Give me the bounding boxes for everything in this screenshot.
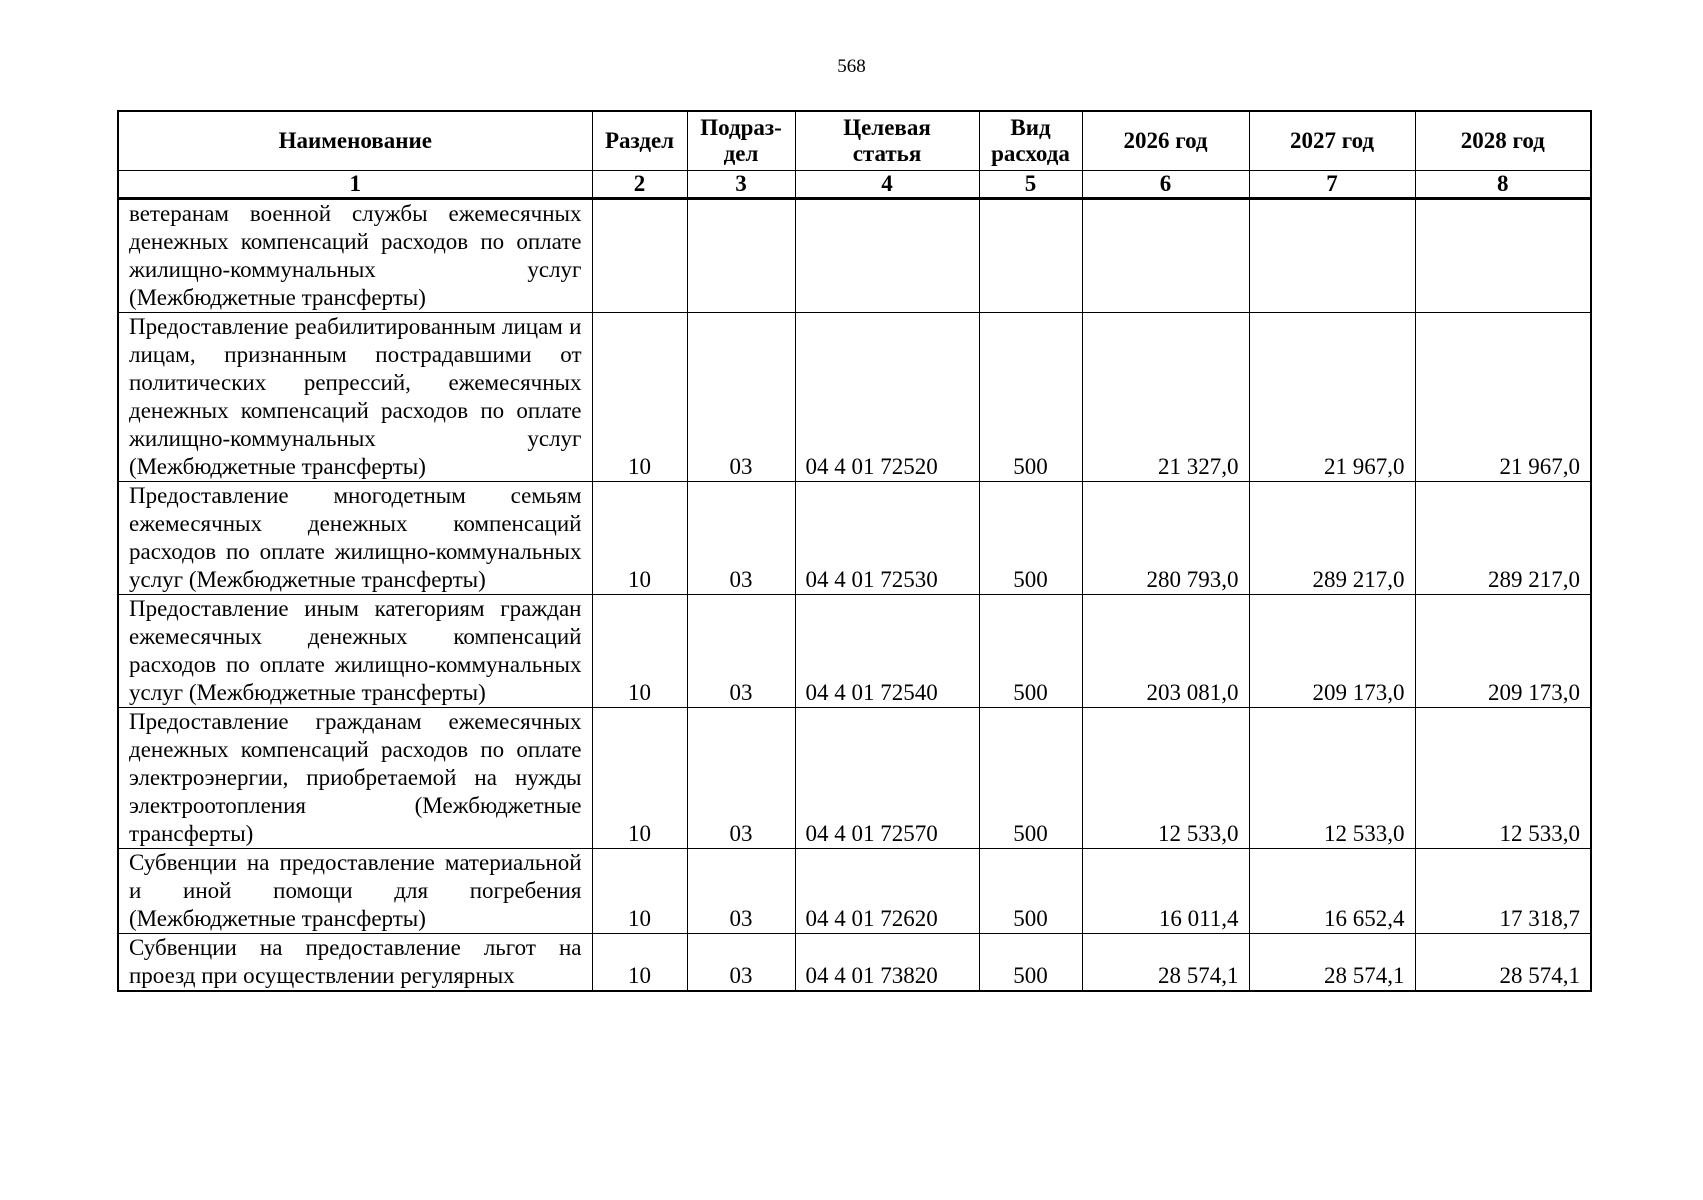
column-number-row: [118, 171, 1591, 199]
row-expense-type: 500: [979, 482, 1082, 595]
row-expense-type: 500: [979, 934, 1082, 992]
row-amount-2027: 12 533,0: [1249, 708, 1415, 849]
row-amount-2026: 203 081,0: [1082, 595, 1249, 708]
header-target-item: Целевая статья: [795, 111, 979, 171]
header-year-2027: 2027 год: [1249, 111, 1415, 171]
row-expense-type: [979, 199, 1082, 313]
header-section: Раздел: [592, 111, 687, 171]
header-row: [118, 111, 1591, 171]
row-section: 10: [592, 595, 687, 708]
row-target-item: 04 4 01 72540: [795, 595, 979, 708]
row-name: Предоставление многодетным семьям ежемесячных денежных компенсаций расходов по оплате жилищно-коммунальных услуг (Межбюджетные трансферты): [118, 482, 592, 595]
row-target-item: 04 4 01 72530: [795, 482, 979, 595]
row-target-item: 04 4 01 73820: [795, 934, 979, 992]
table-row: [118, 595, 1591, 708]
row-name: Предоставление гражданам ежемесячных денежных компенсаций расходов по оплате электроэнергии, приобретаемой на нужды электроотопления (Межбюджетные трансферты): [118, 708, 592, 849]
column-number: 1: [118, 171, 592, 199]
row-target-item: 04 4 01 72520: [795, 313, 979, 482]
page-number: 568: [837, 56, 866, 77]
row-name: Предоставление иным категориям граждан ежемесячных денежных компенсаций расходов по оплате жилищно-коммунальных услуг (Межбюджетные трансферты): [118, 595, 592, 708]
table-body: [118, 199, 1591, 992]
table-row: [118, 313, 1591, 482]
row-amount-2026: 28 574,1: [1082, 934, 1249, 992]
header-expense-type: Вид расхода: [979, 111, 1082, 171]
row-section: 10: [592, 482, 687, 595]
row-subsection: 03: [687, 708, 795, 849]
row-target-item: 04 4 01 72620: [795, 849, 979, 934]
row-amount-2028: [1415, 199, 1591, 313]
row-expense-type: 500: [979, 313, 1082, 482]
row-amount-2028: 209 173,0: [1415, 595, 1591, 708]
row-name: Субвенции на предоставление материальной и иной помощи для погребения (Межбюджетные трансферты): [118, 849, 592, 934]
row-expense-type: 500: [979, 595, 1082, 708]
row-section: 10: [592, 934, 687, 992]
row-amount-2028: 28 574,1: [1415, 934, 1591, 992]
row-subsection: 03: [687, 595, 795, 708]
row-amount-2028: 12 533,0: [1415, 708, 1591, 849]
row-amount-2027: 21 967,0: [1249, 313, 1415, 482]
row-name: Предоставление реабилитированным лицам и лицам, признанным пострадавшими от политических репрессий, ежемесячных денежных компенсаций расходов по оплате жилищно-коммунальных услуг (Межбюджетные трансферты): [118, 313, 592, 482]
row-expense-type: 500: [979, 708, 1082, 849]
table-row: [118, 849, 1591, 934]
row-section: 10: [592, 849, 687, 934]
column-number: 2: [592, 171, 687, 199]
row-name: Субвенции на предоставление льгот на проезд при осуществлении регулярных: [118, 934, 592, 992]
row-amount-2026: 16 011,4: [1082, 849, 1249, 934]
row-amount-2027: 16 652,4: [1249, 849, 1415, 934]
row-amount-2027: [1249, 199, 1415, 313]
row-target-item: [795, 199, 979, 313]
header-subsection: Подраз- дел: [687, 111, 795, 171]
row-section: 10: [592, 708, 687, 849]
row-subsection: 03: [687, 313, 795, 482]
column-number: 6: [1082, 171, 1249, 199]
row-amount-2027: 289 217,0: [1249, 482, 1415, 595]
column-number: 3: [687, 171, 795, 199]
row-amount-2026: 280 793,0: [1082, 482, 1249, 595]
row-subsection: 03: [687, 934, 795, 992]
row-target-item: 04 4 01 72570: [795, 708, 979, 849]
row-subsection: 03: [687, 482, 795, 595]
header-name: Наименование: [118, 111, 592, 171]
header-year-2028: 2028 год: [1415, 111, 1591, 171]
table-row: [118, 934, 1591, 992]
row-expense-type: 500: [979, 849, 1082, 934]
row-subsection: 03: [687, 849, 795, 934]
row-amount-2028: 21 967,0: [1415, 313, 1591, 482]
table-row: [118, 482, 1591, 595]
table-row: [118, 708, 1591, 849]
row-subsection: [687, 199, 795, 313]
column-number: 7: [1249, 171, 1415, 199]
row-amount-2026: 21 327,0: [1082, 313, 1249, 482]
row-section: [592, 199, 687, 313]
row-amount-2027: 209 173,0: [1249, 595, 1415, 708]
column-number: 8: [1415, 171, 1591, 199]
row-section: 10: [592, 313, 687, 482]
row-name: ветеранам военной службы ежемесячных денежных компенсаций расходов по оплате жилищно-коммунальных услуг (Межбюджетные трансферты): [118, 199, 592, 313]
row-amount-2026: [1082, 199, 1249, 313]
column-number: 4: [795, 171, 979, 199]
row-amount-2028: 17 318,7: [1415, 849, 1591, 934]
row-amount-2027: 28 574,1: [1249, 934, 1415, 992]
budget-table: [117, 110, 1592, 992]
table-row: [118, 199, 1591, 313]
header-year-2026: 2026 год: [1082, 111, 1249, 171]
column-number: 5: [979, 171, 1082, 199]
row-amount-2028: 289 217,0: [1415, 482, 1591, 595]
row-amount-2026: 12 533,0: [1082, 708, 1249, 849]
table-header: [118, 111, 1591, 199]
